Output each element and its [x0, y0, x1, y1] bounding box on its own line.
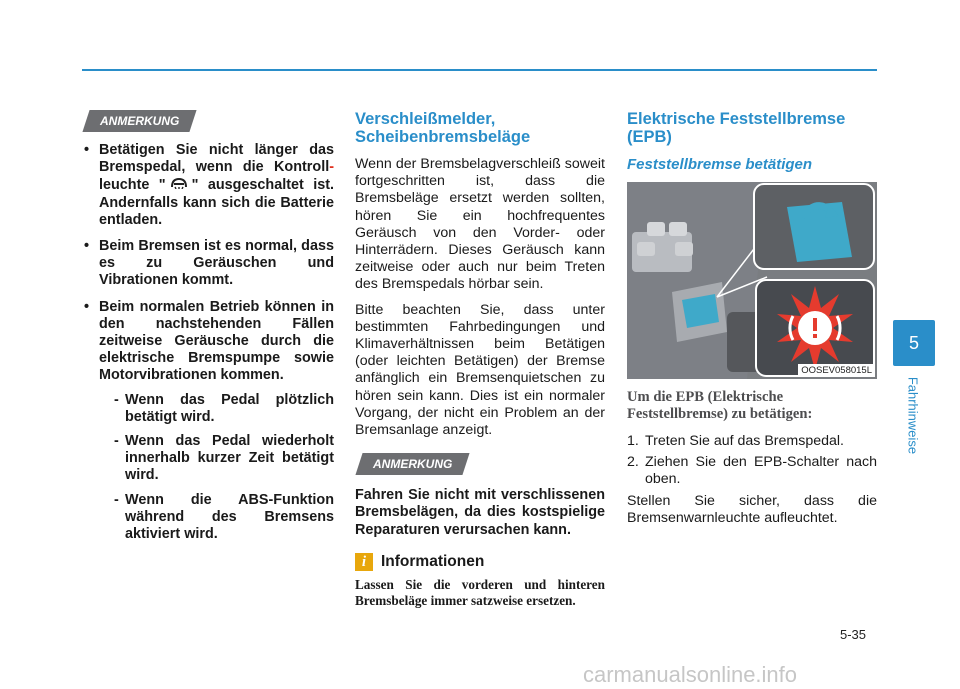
- dash-item: - Wenn das Pedal wiederholt innerhalb kurzer Zeit betätigt wird.: [99, 433, 334, 485]
- bullet-item: [80, 299, 334, 544]
- brake-pad-warning-icon: [170, 176, 188, 194]
- info-title-text: Informationen: [381, 552, 485, 570]
- note-text: Fahren Sie nicht mit verschlissenen Bremsbelägen, da dies kostspielige Reparaturen verursachen kann.: [355, 487, 605, 538]
- column-right: [627, 110, 877, 535]
- dash-item: - Wenn das Pedal plötzlich betätigt wird.: [99, 392, 334, 426]
- bullet-item: • Beim Bremsen ist es normal, dass es zu Geräuschen und Vibrationen kommt.: [80, 238, 334, 290]
- info-icon: i: [355, 553, 373, 571]
- info-text: Lassen Sie die vorderen und hinteren Bremsbeläge immer satzweise ersetzen.: [355, 576, 605, 609]
- closing-paragraph: Stellen Sie sicher, dass die Bremsenwarnleuchte aufleuchtet.: [627, 492, 877, 526]
- note-badge: ANMERKUNG: [355, 453, 469, 475]
- top-rule: [82, 69, 877, 71]
- step-item: 2. Ziehen Sie den EPB-Schalter nach oben.: [627, 454, 877, 488]
- image-caption: OOSEV058015L: [798, 364, 875, 377]
- sub-heading: Feststellbremse betätigen: [627, 156, 813, 173]
- section-heading: Verschleißmelder, Scheibenbremsbeläge: [355, 110, 531, 146]
- info-title: [355, 553, 605, 571]
- column-left: [80, 110, 334, 552]
- instruction-heading: Um die EPB (Elektrische Feststellbremse) zu betätigen:: [627, 389, 813, 422]
- chapter-number-tab: 5: [893, 320, 935, 366]
- epb-switch-photo: [627, 182, 877, 379]
- section-heading: Elektrische Feststellbremse (EPB): [627, 110, 846, 146]
- dash-item: - Wenn die ABS-Funktion während des Bremsens aktiviert wird.: [99, 492, 334, 544]
- chapter-label: Fahrhinweise: [905, 376, 921, 455]
- watermark: carmanualsonline.info: [583, 662, 798, 687]
- page-number: 5-35: [840, 627, 867, 642]
- paragraph: Bitte beachten Sie, dass unter bestimmten Fahrbedingungen und Klimaverhältnissen beim Betätigen (oder leichten Betätigen) der Bremse anfänglich ein Bremsenquietschen zu hören sein kann. Dies ist ein normaler Vorgang, der nicht ein Problem an der Bremsanlage anzeigt.: [355, 301, 605, 439]
- note-badge-wrap: [80, 110, 334, 132]
- note-badge-wrap: [355, 453, 605, 475]
- note-badge: ANMERKUNG: [82, 110, 196, 132]
- step-item: 1. Treten Sie auf das Bremspedal.: [627, 433, 844, 449]
- paragraph: Wenn der Bremsbelagverschleiß soweit fortgeschritten ist, dass die Bremsbeläge ersetzt werden sollten, hören Sie ein hochfrequentes Geräusch von den Vorder- oder Hinterrädern. Dieses Geräusch kann zeitweise oder auch nur beim Treten des Bremspedals hörbar sein.: [355, 156, 605, 293]
- column-middle: [355, 110, 605, 610]
- note-bullet-list: [80, 142, 334, 543]
- bullet-item: • Betätigen Sie nicht länger das Bremspedal, wenn die Kontroll- leuchte " " ausgeschaltet ist. Andernfalls kann sich die Batterie entladen.: [80, 142, 334, 229]
- bullet-text: • Beim normalen Betrieb können in den nachstehenden Fällen zeitweise Geräusche durch die elektrische Bremspumpe sowie Motorvibrationen kommen.: [99, 298, 334, 384]
